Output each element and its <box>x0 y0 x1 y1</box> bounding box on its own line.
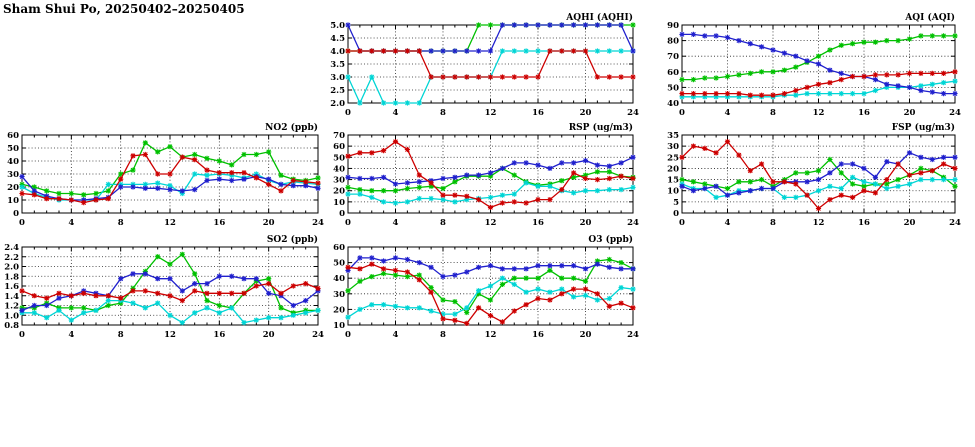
chart-title: NO2 (ppb) <box>265 123 318 133</box>
chart-title: FSP (ug/m3) <box>891 123 955 133</box>
svg-text:20: 20 <box>903 108 916 118</box>
svg-text:12: 12 <box>484 108 497 118</box>
svg-text:8: 8 <box>440 108 446 118</box>
chart-o3-svg <box>330 230 652 344</box>
svg-text:40: 40 <box>667 99 679 109</box>
svg-text:12: 12 <box>164 218 176 228</box>
svg-text:0: 0 <box>679 218 685 228</box>
svg-text:0: 0 <box>19 218 25 228</box>
svg-text:4: 4 <box>392 108 399 118</box>
svg-text:20: 20 <box>7 183 19 193</box>
svg-text:16: 16 <box>532 330 544 340</box>
svg-text:5: 5 <box>673 197 679 208</box>
svg-text:20: 20 <box>579 218 592 228</box>
series-red <box>19 152 320 205</box>
svg-text:0: 0 <box>19 330 25 340</box>
svg-text:50: 50 <box>667 83 679 94</box>
svg-text:0: 0 <box>345 330 351 340</box>
svg-text:4: 4 <box>68 330 75 340</box>
chart-aqhi <box>330 8 652 122</box>
chart-title: O3 (ppb) <box>588 235 633 245</box>
svg-text:20: 20 <box>333 305 345 316</box>
svg-text:12: 12 <box>484 218 497 228</box>
svg-text:20: 20 <box>667 164 679 175</box>
svg-text:30: 30 <box>7 170 19 180</box>
svg-text:24: 24 <box>949 108 961 118</box>
svg-text:20: 20 <box>333 186 345 197</box>
chart-no2-svg <box>0 118 326 232</box>
svg-text:16: 16 <box>532 108 544 118</box>
svg-text:30: 30 <box>667 142 679 153</box>
svg-text:1.2: 1.2 <box>4 301 19 312</box>
svg-text:2.2: 2.2 <box>4 252 19 263</box>
svg-text:25: 25 <box>667 153 679 164</box>
chart-aqi-svg <box>655 8 975 122</box>
svg-text:30: 30 <box>333 289 345 300</box>
svg-text:90: 90 <box>667 21 679 31</box>
chart-rsp-svg <box>330 118 652 232</box>
chart-fsp-svg <box>655 118 975 232</box>
svg-text:20: 20 <box>579 330 592 340</box>
svg-text:24: 24 <box>627 218 639 228</box>
chart-title: AQI (AQI) <box>905 13 955 23</box>
svg-text:60: 60 <box>667 67 679 78</box>
series-markers-blue <box>345 255 635 279</box>
svg-text:4.5: 4.5 <box>330 34 345 44</box>
chart-fsp <box>655 118 975 232</box>
svg-text:1.0: 1.0 <box>4 311 19 322</box>
svg-text:60: 60 <box>333 243 345 253</box>
svg-text:40: 40 <box>333 164 345 175</box>
svg-text:4.0: 4.0 <box>330 47 345 57</box>
svg-text:0.8: 0.8 <box>4 321 19 331</box>
series-markers-red <box>19 152 320 205</box>
chart-no2 <box>0 118 326 232</box>
svg-text:10: 10 <box>333 321 345 331</box>
svg-text:1.4: 1.4 <box>4 291 19 302</box>
svg-text:0: 0 <box>345 108 351 118</box>
chart-aqhi-svg <box>330 8 652 122</box>
svg-text:60: 60 <box>333 142 345 153</box>
svg-text:70: 70 <box>333 131 345 141</box>
svg-text:3.5: 3.5 <box>330 60 345 70</box>
svg-text:16: 16 <box>213 218 226 228</box>
svg-text:1.8: 1.8 <box>4 272 19 283</box>
svg-text:40: 40 <box>333 274 345 285</box>
svg-text:35: 35 <box>667 131 679 141</box>
svg-text:70: 70 <box>667 52 679 63</box>
svg-text:24: 24 <box>949 218 961 228</box>
svg-text:12: 12 <box>484 330 497 340</box>
svg-text:24: 24 <box>627 108 639 118</box>
svg-text:8: 8 <box>440 218 446 228</box>
svg-text:50: 50 <box>333 153 345 164</box>
svg-text:15: 15 <box>667 175 679 186</box>
svg-text:2.5: 2.5 <box>330 86 345 96</box>
page-title: Sham Shui Po, 20250402–20250405 <box>3 2 245 16</box>
svg-text:80: 80 <box>667 36 679 47</box>
svg-text:5.0: 5.0 <box>330 21 345 31</box>
svg-text:1.6: 1.6 <box>4 282 19 292</box>
svg-text:2.0: 2.0 <box>330 99 345 109</box>
svg-text:0: 0 <box>679 108 685 118</box>
chart-so2-svg <box>0 230 326 344</box>
svg-text:16: 16 <box>532 218 544 228</box>
svg-text:4: 4 <box>392 218 399 228</box>
svg-text:8: 8 <box>770 218 776 228</box>
svg-text:8: 8 <box>440 330 446 340</box>
svg-text:16: 16 <box>858 218 870 228</box>
series-blue <box>345 155 635 187</box>
svg-text:20: 20 <box>903 218 916 228</box>
svg-text:10: 10 <box>667 186 679 197</box>
svg-text:12: 12 <box>812 218 825 228</box>
svg-text:8: 8 <box>770 108 776 118</box>
svg-text:16: 16 <box>858 108 870 118</box>
svg-text:20: 20 <box>262 330 275 340</box>
svg-text:0: 0 <box>673 209 679 219</box>
svg-text:4: 4 <box>68 218 75 228</box>
grid <box>348 25 633 103</box>
svg-text:30: 30 <box>333 175 345 186</box>
svg-text:4: 4 <box>392 330 399 340</box>
svg-text:0: 0 <box>339 209 345 219</box>
svg-text:40: 40 <box>7 157 19 167</box>
svg-text:2.4: 2.4 <box>4 243 19 253</box>
svg-text:50: 50 <box>333 258 345 269</box>
chart-aqi <box>655 8 975 122</box>
chart-title: RSP (ug/m3) <box>568 123 633 133</box>
chart-title: SO2 (ppb) <box>266 235 318 245</box>
svg-text:8: 8 <box>117 218 124 228</box>
svg-text:16: 16 <box>213 330 226 340</box>
svg-text:4: 4 <box>724 108 731 118</box>
svg-text:2.0: 2.0 <box>4 262 19 273</box>
svg-text:12: 12 <box>812 108 825 118</box>
series-blue <box>345 255 635 279</box>
chart-rsp <box>330 118 652 232</box>
svg-text:12: 12 <box>164 330 176 340</box>
svg-text:4: 4 <box>724 218 731 228</box>
svg-text:10: 10 <box>333 197 345 208</box>
svg-text:20: 20 <box>579 108 592 118</box>
svg-text:8: 8 <box>117 330 124 340</box>
svg-text:10: 10 <box>7 196 19 206</box>
chart-so2 <box>0 230 326 344</box>
svg-text:24: 24 <box>312 330 324 340</box>
svg-text:50: 50 <box>7 144 19 154</box>
series-red <box>679 139 957 211</box>
svg-text:20: 20 <box>262 218 275 228</box>
svg-text:0: 0 <box>345 218 351 228</box>
svg-text:0: 0 <box>13 209 19 219</box>
series-markers-blue <box>345 155 635 187</box>
series-markers-red <box>679 139 957 211</box>
chart-title: AQHI (AQHI) <box>566 13 633 23</box>
chart-o3 <box>330 230 652 344</box>
svg-text:24: 24 <box>312 218 324 228</box>
svg-text:60: 60 <box>7 131 19 141</box>
svg-text:24: 24 <box>627 330 639 340</box>
svg-text:3.0: 3.0 <box>330 73 345 83</box>
